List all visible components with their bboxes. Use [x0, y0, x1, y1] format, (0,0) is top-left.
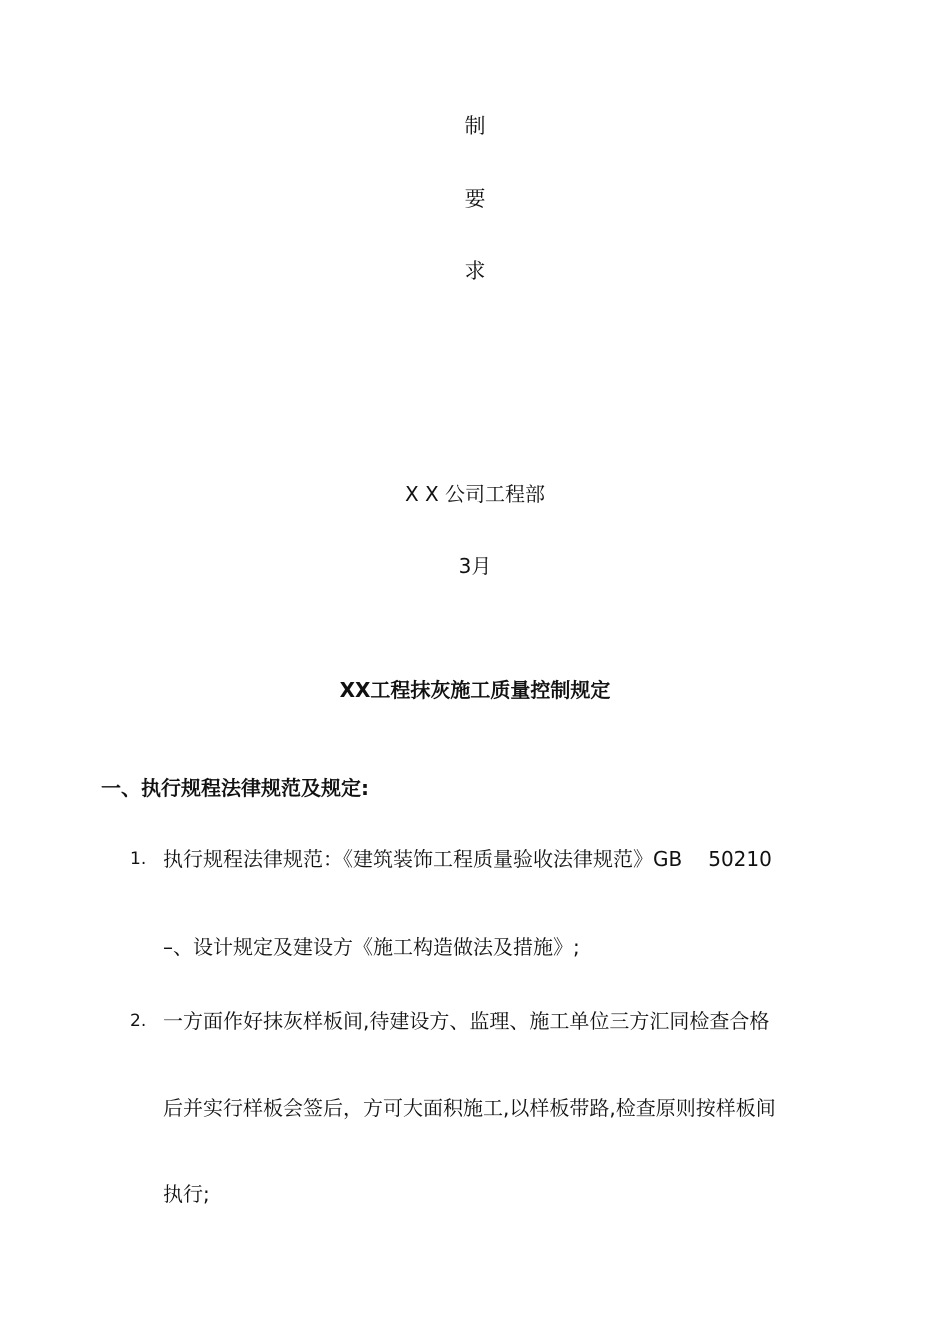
cover-char-1: 制 — [464, 114, 486, 138]
company-name: X X 公司工程部 — [404, 482, 546, 506]
item-text-line: 执行; — [163, 1182, 210, 1206]
item-text-line: 后并实行样板会签后，方可大面积施工,以样板带路,检查原则按样板间 — [163, 1096, 776, 1120]
section-heading: 一、执行规程法律规范及规定: — [101, 776, 369, 800]
item-number: 1. — [130, 849, 147, 869]
item-text-main: 执行规程法律规范：《建筑装饰工程质量验收法律规范》GB — [163, 847, 683, 871]
document-title: XX工程抹灰施工质量控制规定 — [339, 678, 611, 702]
item-text-line: 一方面作好抹灰样板间,待建设方、监理、施工单位三方汇同检查合格 — [163, 1009, 770, 1033]
cover-char-2: 要 — [464, 187, 486, 211]
item-number: 2. — [130, 1011, 147, 1031]
item-text-line: –、设计规定及建设方《施工构造做法及措施》; — [163, 935, 580, 959]
item-text-line — [163, 844, 772, 874]
standard-code: 50210 — [708, 847, 772, 871]
cover-date: 3月 — [458, 554, 492, 578]
cover-char-3: 求 — [464, 259, 486, 283]
